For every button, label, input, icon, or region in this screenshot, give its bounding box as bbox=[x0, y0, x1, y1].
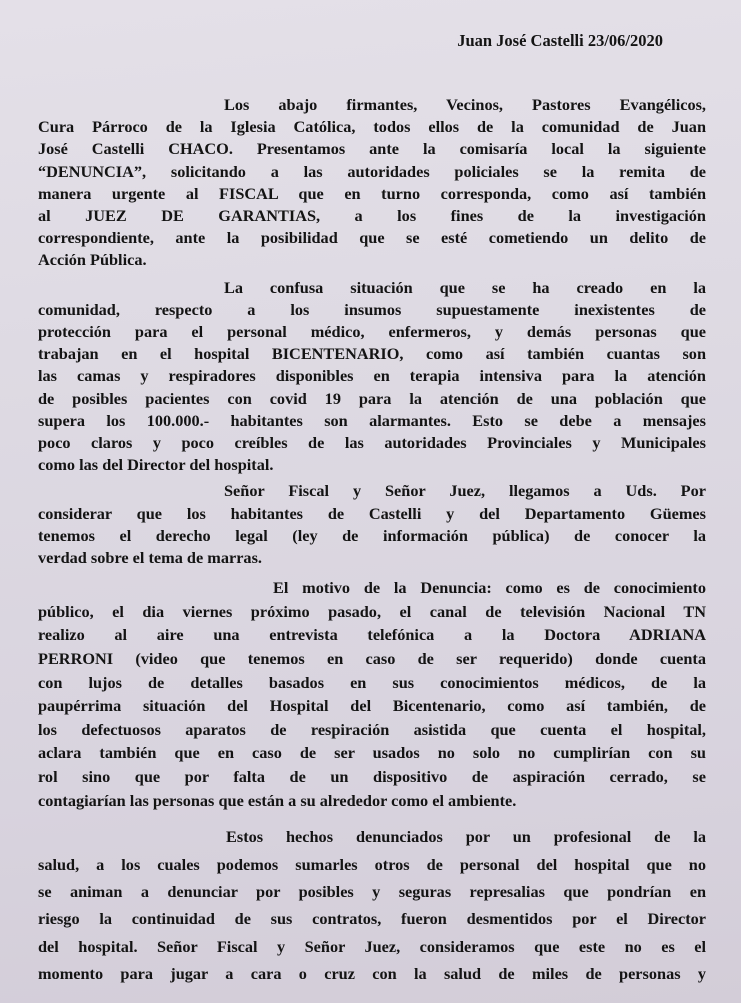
text-line: rol sino que por falta de un dispositivo de aspiración cerrado, se bbox=[38, 767, 706, 787]
paragraph-1 bbox=[38, 94, 706, 272]
text-line: al JUEZ DE GARANTIAS, a los fines de la investigación bbox=[38, 206, 706, 226]
text-line: El motivo de la Denuncia: como es de conocimiento bbox=[273, 578, 706, 598]
text-line: de posibles pacientes con covid 19 para la atención de una población que bbox=[38, 388, 706, 408]
text-line: Los abajo firmantes, Vecinos, Pastores Evangélicos, bbox=[224, 95, 706, 114]
paragraph-2 bbox=[38, 277, 706, 477]
text-line: realizo al aire una entrevista telefónica a la Doctora ADRIANA bbox=[38, 625, 706, 645]
text-line: “DENUNCIA”, solicitando a las autoridades policiales se la remita de bbox=[38, 161, 706, 181]
text-line: PERRONI (video que tenemos en caso de ser requerido) donde cuenta bbox=[38, 649, 706, 669]
text-line: riesgo la continuidad de sus contratos, fueron desmentidos por el Director bbox=[38, 909, 706, 929]
text-line: Acción Pública. bbox=[38, 250, 147, 270]
text-line: momento para jugar a cara o cruz con la salud de miles de personas y bbox=[38, 964, 706, 984]
text-line: salud, a los cuales podemos sumarles otros de personal del hospital que no bbox=[38, 854, 706, 874]
text-line: los defectuosos aparatos de respiración asistida que cuenta el hospital, bbox=[38, 719, 706, 739]
letter-body bbox=[38, 94, 706, 988]
text-line: Estos hechos denunciados por un profesional de la bbox=[226, 827, 706, 847]
text-line: Cura Párroco de la Iglesia Católica, todos ellos de la comunidad de Juan bbox=[38, 117, 706, 137]
text-line: contagiarían las personas que están a su alrededor como el ambiente. bbox=[38, 790, 517, 810]
paragraph-4 bbox=[38, 576, 706, 812]
text-line: protección para el personal médico, enfermeros, y demás personas que bbox=[38, 322, 706, 342]
text-line: del hospital. Señor Fiscal y Señor Juez, consideramos que este no es el bbox=[38, 936, 706, 956]
text-line: considerar que los habitantes de Castelli y del Departamento Güemes bbox=[38, 503, 706, 523]
text-line: correspondiente, ante la posibilidad que se esté cometiendo un delito de bbox=[38, 228, 706, 248]
text-line: paupérrima situación del Hospital del Bicentenario, como así también, de bbox=[38, 696, 706, 716]
place-date: Juan José Castelli 23/06/2020 bbox=[457, 31, 663, 50]
paragraph-5 bbox=[38, 823, 706, 987]
text-line: con lujos de detalles basados en sus conocimientos médicos, de la bbox=[38, 672, 706, 692]
text-line: las camas y respiradores disponibles en terapia intensiva para la atención bbox=[38, 366, 706, 386]
text-line: trabajan en el hospital BICENTENARIO, como así también cuantas son bbox=[38, 344, 706, 364]
text-line: se animan a denunciar por posibles y seguras represalias que pondrían en bbox=[38, 882, 706, 902]
text-line: como las del Director del hospital. bbox=[38, 455, 274, 475]
paragraph-3 bbox=[38, 480, 706, 569]
text-line: José Castelli CHACO. Presentamos ante la comisaría local la siguiente bbox=[38, 139, 706, 159]
text-line: comunidad, respecto a los insumos supuestamente inexistentes de bbox=[38, 299, 706, 319]
text-line: manera urgente al FISCAL que en turno corresponda, como así también bbox=[38, 183, 706, 203]
text-line: tenemos el derecho legal (ley de información pública) de conocer la bbox=[38, 525, 706, 545]
text-line: supera los 100.000.- habitantes son alarmantes. Esto se debe a mensajes bbox=[38, 410, 706, 430]
text-line: poco claros y poco creíbles de las autoridades Provinciales y Municipales bbox=[38, 433, 706, 453]
text-line: La confusa situación que se ha creado en la bbox=[224, 277, 706, 297]
text-line: aclara también que en caso de ser usados no solo no cumplirían con su bbox=[38, 743, 706, 763]
text-line: público, el dia viernes próximo pasado, el canal de televisión Nacional TN bbox=[38, 601, 706, 621]
text-line: Señor Fiscal y Señor Juez, llegamos a Uds. Por bbox=[224, 481, 706, 501]
text-line: verdad sobre el tema de marras. bbox=[38, 548, 262, 568]
